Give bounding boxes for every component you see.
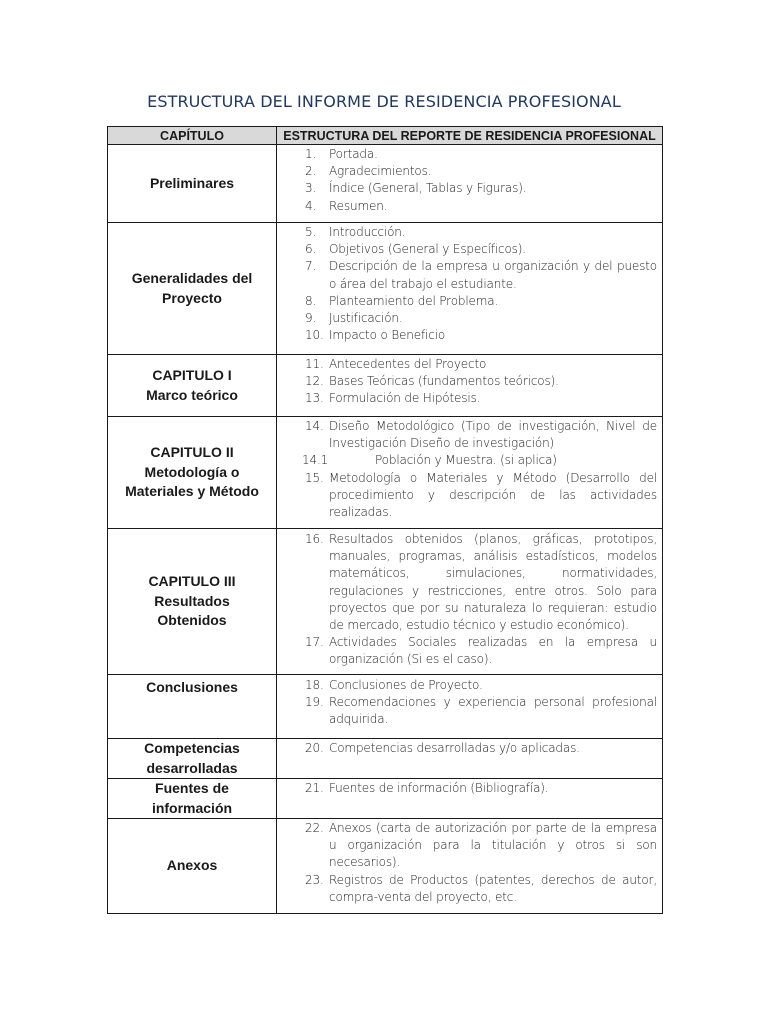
list-item	[277, 258, 657, 292]
list-item	[277, 470, 657, 522]
chapter-cell: CAPITULO III Resultados Obtenidos	[108, 529, 277, 675]
list-item	[277, 327, 657, 344]
item-number: 17.	[305, 635, 324, 650]
item-number: 14.1	[302, 453, 329, 468]
structure-cell	[277, 223, 663, 355]
list-item	[277, 198, 657, 215]
item-text: Introducción.	[329, 225, 406, 239]
list-item	[277, 694, 657, 728]
table-row	[108, 145, 663, 223]
item-text: Portada.	[329, 147, 378, 161]
item-text: Índice (General, Tablas y Figuras).	[329, 181, 527, 196]
item-number: 15.	[305, 470, 324, 485]
item-text: Agradecimientos.	[329, 164, 432, 179]
item-text: Planteamiento del Problema.	[329, 293, 499, 308]
chapter-cell: CAPITULO II Metodología o Materiales y Método	[108, 417, 277, 529]
list-item	[277, 146, 657, 163]
structure-cell	[277, 145, 663, 223]
item-text: Competencias desarrolladas y/o aplicadas.	[329, 741, 580, 755]
chapter-cell: Fuentes de información	[108, 779, 277, 819]
item-number: 4.	[305, 198, 317, 213]
item-text: Anexos (carta de autorización por parte de la empresa u organización para la titulación y otros si son necesarios).	[329, 821, 657, 870]
table-row	[108, 223, 663, 355]
item-text: Registros de Productos (patentes, derechos de autor, compra-venta del proyecto, etc.	[329, 872, 657, 904]
item-number: 3.	[305, 181, 317, 196]
header-structure: ESTRUCTURA DEL REPORTE DE RESIDENCIA PROFESIONAL	[277, 127, 663, 145]
list-item	[277, 677, 657, 694]
chapter-cell: Conclusiones	[108, 675, 277, 739]
table-row	[108, 819, 663, 914]
table-row	[108, 355, 663, 417]
item-number: 6.	[305, 242, 317, 257]
list-item	[277, 310, 657, 327]
header-chapter: CAPÍTULO	[108, 127, 277, 145]
item-text: Diseño Metodológico (Tipo de investigación, Nivel de Investigación Diseño de investigación)	[329, 419, 657, 451]
table-row	[108, 417, 663, 529]
list-item	[277, 418, 657, 452]
list-item	[277, 740, 657, 757]
chapter-cell: Anexos	[108, 819, 277, 914]
document-title: ESTRUCTURA DEL INFORME DE RESIDENCIA PROFESIONAL	[147, 92, 621, 111]
chapter-cell: Generalidades del Proyecto	[108, 223, 277, 355]
structure-cell	[277, 675, 663, 739]
list-item	[277, 241, 657, 258]
item-text: Resumen.	[329, 198, 388, 213]
item-text: Impacto o Beneficio	[329, 328, 446, 343]
item-text: Población y Muestra. (si aplica)	[375, 453, 557, 468]
item-number: 14.	[305, 419, 324, 433]
table-row	[108, 529, 663, 675]
item-text: Justificación.	[329, 311, 403, 326]
table-body	[108, 145, 663, 914]
item-number: 19.	[305, 695, 324, 710]
item-number: 20.	[305, 741, 324, 755]
item-text: Objetivos (General y Específicos).	[329, 242, 526, 257]
table-header-row	[108, 127, 663, 145]
list-item	[277, 180, 657, 197]
list-item	[277, 820, 657, 872]
chapter-cell: Competencias desarrolladas	[108, 739, 277, 779]
structure-cell	[277, 819, 663, 914]
item-text: Recomendaciones y experiencia personal profesional adquirida.	[329, 695, 657, 727]
item-number: 12.	[305, 374, 324, 389]
item-number: 11.	[305, 357, 324, 371]
item-text: Formulación de Hipótesis.	[329, 391, 481, 406]
list-item	[277, 390, 657, 407]
item-text: Bases Teóricas (fundamentos teóricos).	[329, 374, 559, 389]
table-row	[108, 739, 663, 779]
item-number: 23.	[305, 872, 324, 887]
list-item	[277, 872, 657, 906]
report-structure-table	[107, 126, 663, 914]
list-item	[277, 780, 657, 797]
structure-cell	[277, 779, 663, 819]
item-number: 13.	[305, 391, 324, 406]
item-number: 5.	[305, 225, 317, 239]
item-number: 2.	[305, 164, 317, 179]
structure-cell	[277, 417, 663, 529]
list-item	[277, 163, 657, 180]
item-number: 22.	[305, 821, 324, 835]
chapter-cell: CAPITULO I Marco teórico	[108, 355, 277, 417]
table-row	[108, 779, 663, 819]
item-text: Metodología o Materiales y Método (Desarrollo del procedimiento y descripción de las actividades realizadas.	[329, 470, 657, 520]
list-item	[277, 531, 657, 634]
item-number: 16.	[305, 532, 324, 546]
structure-cell	[277, 355, 663, 417]
item-number: 7.	[305, 259, 317, 274]
list-item	[277, 356, 657, 373]
item-text: Actividades Sociales realizadas en la empresa u organización (Si es el caso).	[329, 635, 657, 667]
item-number: 21.	[305, 781, 324, 795]
item-number: 18.	[305, 678, 324, 692]
item-text: Conclusiones de Proyecto.	[329, 678, 483, 692]
structure-cell	[277, 529, 663, 675]
item-text: Fuentes de información (Bibliografía).	[329, 781, 549, 795]
item-number: 8.	[305, 293, 317, 308]
item-number: 1.	[305, 147, 317, 161]
list-item	[277, 224, 657, 241]
item-text: Descripción de la empresa u organización y del puesto o área del trabajo el estudiante.	[329, 259, 657, 291]
list-item	[277, 634, 657, 668]
item-number: 10.	[305, 328, 324, 343]
list-item	[277, 373, 657, 390]
list-item	[277, 452, 657, 469]
chapter-cell: Preliminares	[108, 145, 277, 223]
structure-cell	[277, 739, 663, 779]
item-text: Resultados obtenidos (planos, gráficas, prototipos, manuales, programas, análisis estadísticos, modelos matemáticos, simulaciones, normatividades, regulaciones y restricciones, entre otros. Solo para proyectos que por su naturaleza lo requieran: estudio de mercado, estudio técnico y estudio económico).	[329, 532, 657, 633]
item-text: Antecedentes del Proyecto	[329, 357, 487, 371]
item-number: 9.	[305, 311, 317, 326]
table-row	[108, 675, 663, 739]
list-item	[277, 293, 657, 310]
